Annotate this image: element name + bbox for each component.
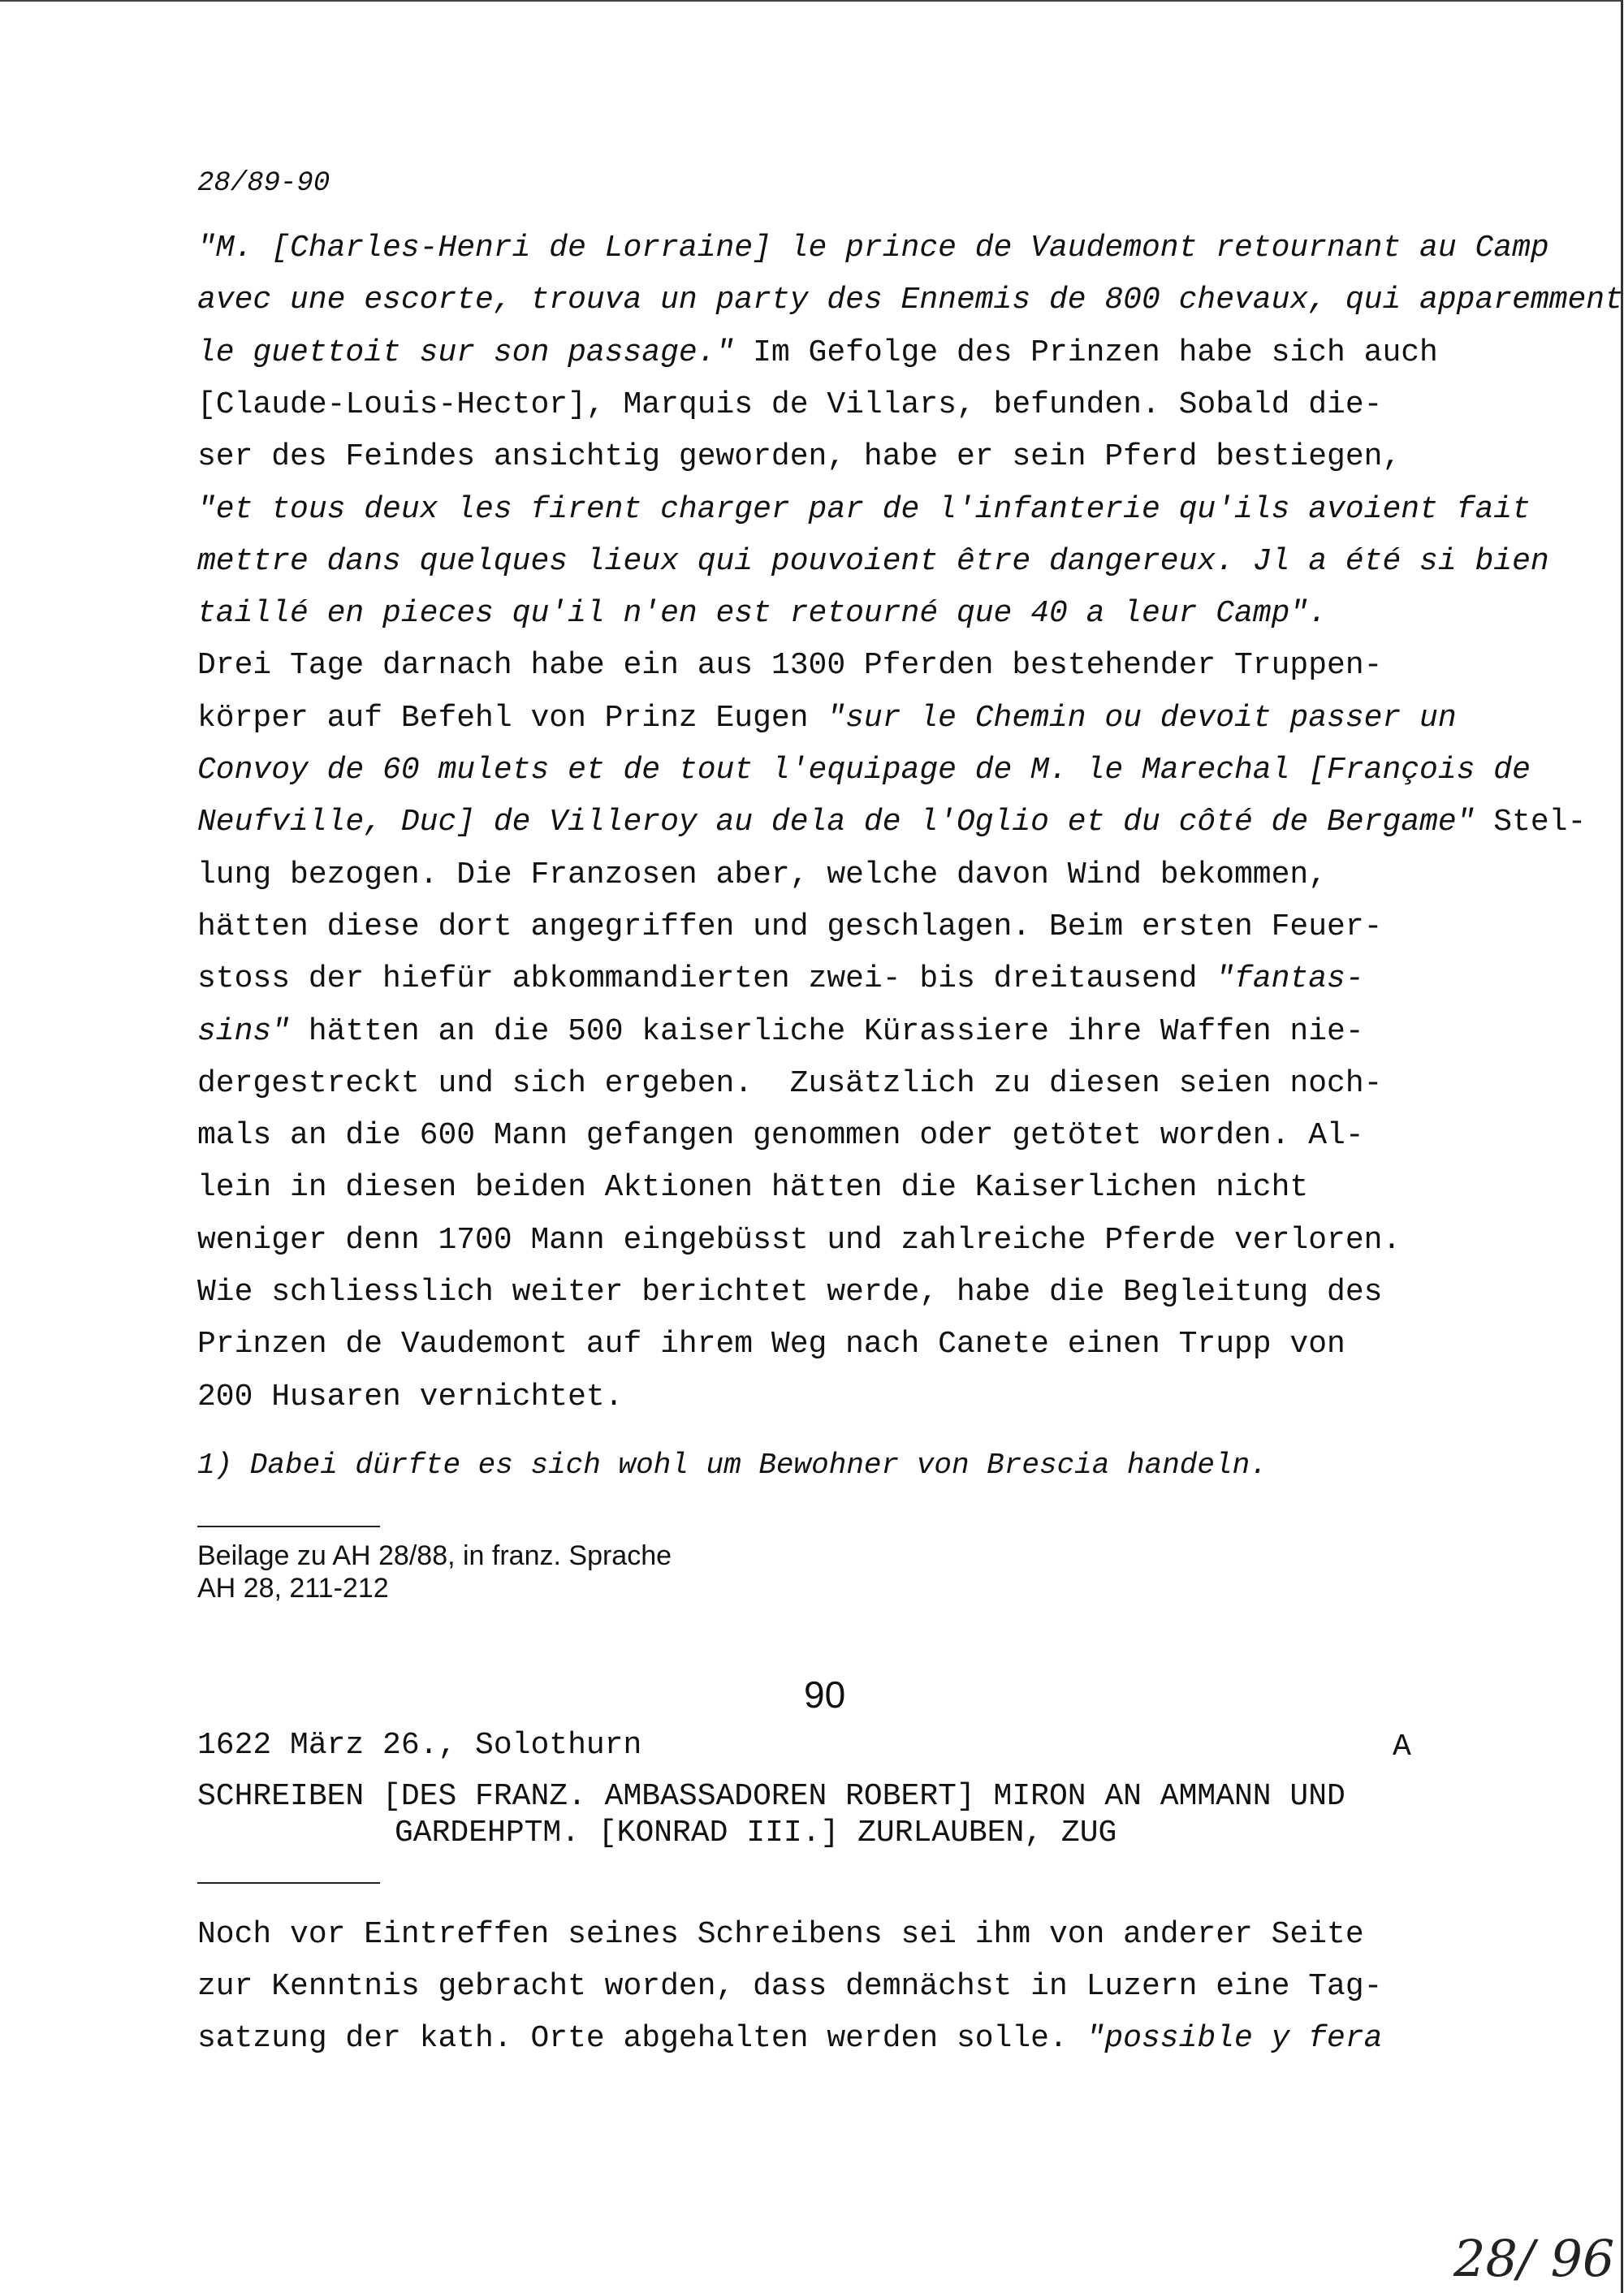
text-line (197, 1172, 1308, 1204)
text-line (197, 806, 1586, 839)
text-line (197, 1065, 1383, 1101)
text-run: lung bezogen. Die Franzosen aber, welche davon Wind bekommen, (197, 857, 1328, 892)
page-top-edge (0, 0, 1621, 2)
page-right-edge (1621, 0, 1623, 2293)
document-letter: A (1393, 1729, 1411, 1764)
text-line (197, 386, 1383, 422)
source-line-1: Beilage zu AH 28/88, in franz. Sprache (197, 1540, 672, 1571)
text-line (197, 232, 1549, 265)
footnote-rule (197, 1526, 380, 1527)
document-number: 90 (804, 1673, 846, 1716)
italic-quote-run: taillé en pieces qu'il n'en est retourné que 40 a leur Camp". (197, 596, 1328, 632)
text-run: weniger denn 1700 Mann eingebüsst und zahlreiche Pferde verloren. (197, 1222, 1402, 1258)
text-run: satzung der kath. Orte abgehalten werden solle. (197, 2021, 1086, 2056)
text-run: Stel- (1475, 805, 1587, 840)
text-line (197, 284, 1623, 317)
text-run: hätten an die 500 kaiserliche Kürassiere ihre Waffen nie- (290, 1013, 1364, 1049)
text-run: Wie schliesslich weiter berichtet werde, habe die Begleitung des (197, 1275, 1383, 1310)
text-line (197, 702, 1457, 735)
heading-line-1: SCHREIBEN [DES FRANZ. AMBASSADOREN ROBERT] MIRON AN AMMANN UND (197, 1779, 1345, 1814)
text-line (197, 441, 1401, 473)
text-run: Noch vor Eintreffen seines Schreibens sei ihm von anderer Seite (197, 1917, 1364, 1952)
date-place: 1622 März 26., Solothurn (197, 1728, 642, 1763)
text-line (197, 1120, 1364, 1152)
text-run: zur Kenntnis gebracht worden, dass demnächst in Luzern eine Tag- (197, 1969, 1383, 2004)
heading-rule (197, 1882, 380, 1884)
text-line (197, 1276, 1382, 1309)
italic-quote-run: Convoy de 60 mulets et de tout l'equipage de M. le Marechal [François de (197, 753, 1531, 788)
italic-quote-run: "M. [Charles-Henri de Lorraine] le prince de Vaudemont retournant au Camp (197, 231, 1549, 266)
text-run: dergestreckt und sich ergeben. Zusätzlich zu diesen seien noch- (197, 1065, 1383, 1101)
footnote: 1) Dabei dürfte es sich wohl um Bewohner von Brescia handeln. (197, 1449, 1268, 1482)
text-run: Prinzen de Vaudemont auf ihrem Weg nach Canete einen Trupp von (197, 1327, 1345, 1362)
text-line (197, 543, 1549, 579)
italic-quote-run: "fantas- (1216, 961, 1364, 997)
text-run: Im Gefolge des Prinzen habe sich auch (734, 335, 1438, 370)
italic-quote-run: le guettoit sur son passage." (197, 335, 735, 370)
text-line (197, 1381, 624, 1414)
text-line (197, 1971, 1382, 2003)
text-run: ser des Feindes ansichtig geworden, habe er sein Pferd bestiegen, (197, 439, 1402, 475)
text-line (197, 598, 1327, 630)
text-run: lein in diesen beiden Aktionen hätten die Kaiserlichen nicht (197, 1170, 1309, 1206)
text-line (197, 963, 1364, 995)
text-run: stoss der hiefür abkommandierten zwei- bis dreitausend (197, 961, 1216, 997)
text-line (197, 1328, 1345, 1361)
text-line (197, 491, 1531, 527)
text-line (197, 1224, 1401, 1257)
text-line (197, 2023, 1382, 2055)
text-line (197, 650, 1382, 682)
text-run: [Claude-Louis-Hector], Marquis de Villars, befunden. Sobald die- (197, 386, 1383, 422)
text-run: hätten diese dort angegriffen und geschlagen. Beim ersten Feuer- (197, 909, 1383, 944)
italic-quote-run: "sur le Chemin ou devoit passer un (827, 700, 1457, 736)
text-run: körper auf Befehl von Prinz Eugen (197, 700, 827, 736)
text-line (197, 911, 1382, 944)
text-line (197, 1919, 1364, 1951)
text-run: mals an die 600 Mann gefangen genommen oder getötet worden. Al- (197, 1118, 1364, 1154)
reference-number: 28/89-90 (197, 168, 330, 199)
source-line-2: AH 28, 211-212 (197, 1573, 389, 1604)
italic-quote-run: "possible y fera (1086, 2021, 1383, 2056)
italic-quote-run: Neufville, Duc] de Villeroy au dela de l'Oglio et du côté de Bergame" (197, 805, 1475, 840)
text-run: 200 Husaren vernichtet. (197, 1379, 624, 1414)
text-line (197, 859, 1327, 892)
page-stamp: 28/ 96 (1453, 2229, 1615, 2288)
italic-quote-run: avec une escorte, trouva un party des Ennemis de 800 chevaux, qui apparemment (197, 283, 1623, 318)
text-line (197, 1013, 1364, 1049)
italic-quote-run: sins" (197, 1013, 291, 1049)
italic-quote-run: "et tous deux les firent charger par de l'infanterie qu'ils avoient fait (197, 491, 1531, 527)
text-line (197, 337, 1438, 369)
text-line (197, 754, 1531, 787)
italic-quote-run: mettre dans quelques lieux qui pouvoient être dangereux. Jl a été si bien (197, 543, 1549, 579)
heading-line-2: GARDEHPTM. [KONRAD III.] ZURLAUBEN, ZUG (395, 1816, 1117, 1850)
text-run: Drei Tage darnach habe ein aus 1300 Pferden bestehender Truppen- (197, 648, 1383, 684)
